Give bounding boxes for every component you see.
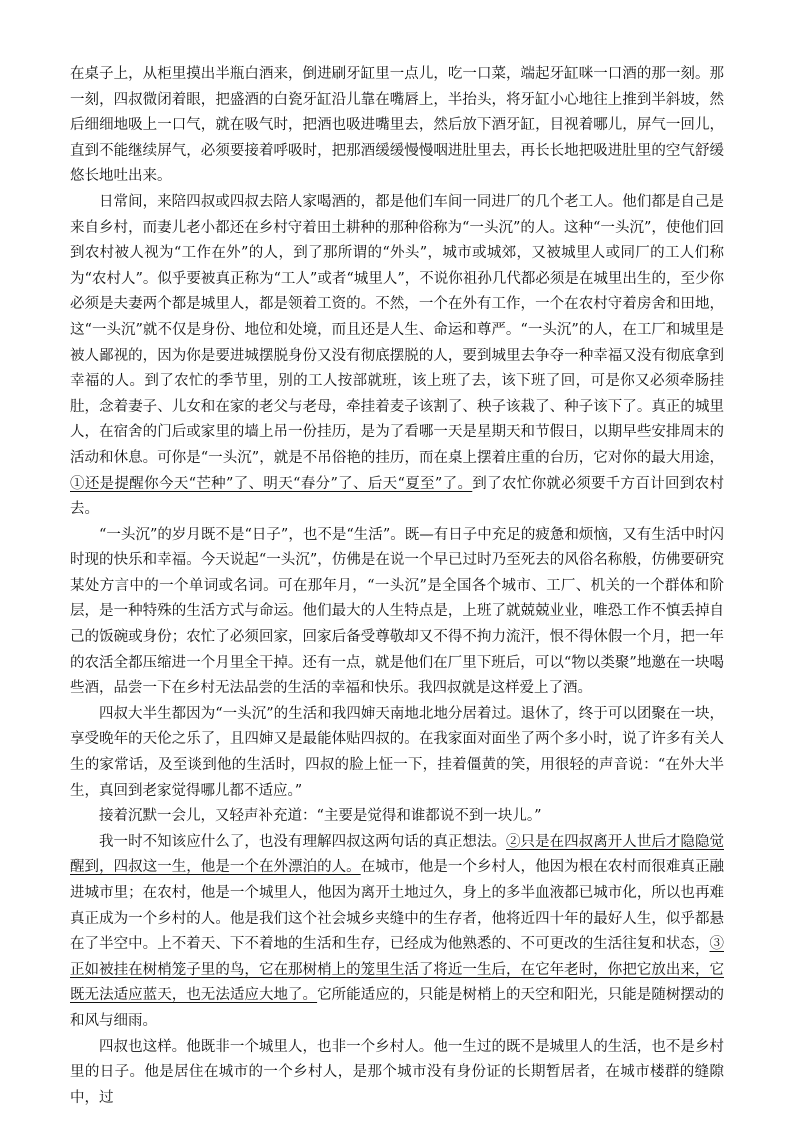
paragraph-3 [70,523,724,702]
paragraph-5 [70,804,724,830]
paragraph-text: 日常间，来陪四叔或四叔去陪人家喝酒的，都是他们车间一同进厂的几个老工人。他们都是自己是来自乡村，而妻儿老小都还在乡村守着田土耕种的那种俗称为“一头沉”的人。这种“一头沉”，使他们回到农村被人视为“工作在外”的人，到了那所谓的“外头”，城市或城郊，又被城里人或同厂的工人们称为“农村人”。似乎要被真正称为“工人”或者“城里人”，不说你祖孙几代都必须是在城里出生的，至少你必须是夫妻两个都是城里人，都是领着工资的。不然，一个在外有工作，一个在农村守着房舍和田地，这“一头沉”就不仅是身份、地位和处境，而且还是人生、命运和尊严。“一头沉”的人，在工厂和城里是被人鄙视的，因为你是要进城摆脱身份又没有彻底摆脱的人，要到城里去争夺一种幸福又没有彻底拿到幸福的人。到了农忙的季节里，别的工人按部就班，该上班了去，该下班了回，可是你又必须牵肠挂肚，念着妻子、儿女和在家的老父与老母，牵挂着麦子该割了、秧子该栽了、种子该下了。真正的城里人，在宿舍的门后或家里的墙上吊一份挂历，是为了看哪一天是星期天和节假日，以期早些安排周末的活动和休息。可你是“一头沉”，就是不吊俗艳的挂历，而在桌上摆着庄重的台历，它对你的最大用途， [70,193,724,466]
underlined-sentence-2: ②只是在四叔离开人世后才隐隐觉醒到，四叔这一生，他是一个在外漂泊的人。 [70,833,724,876]
paragraph-text: 四叔也这样。他既非一个城里人，也非一个乡村人。他一生过的既不是城里人的生活，也不是乡村里的日子。他是居住在城市的一个乡村人，是那个城市没有身份证的长期暂居者，在城市楼群的缝隙中，过 [70,1038,724,1106]
paragraph-text: 接着沉默一会儿，又轻声补充道：“主要是觉得和谁都说不到一块儿。” [99,808,542,825]
paragraph-4 [70,702,724,804]
underlined-sentence-1: ①还是提醒你今天“芒种”了、明天“春分”了、后天“夏至”了。 [70,475,473,492]
paragraph-text: 我一时不知该应什么了，也没有理解四叔这两句话的真正想法。 [99,833,506,850]
paragraph-text: 它所能适应的，只能是树梢上的天空和阳光，只能是随树摆动的和风与细雨。 [70,987,724,1029]
paragraph-text: 到了农忙你就必须要千方百计回到农村去。 [70,475,725,518]
paragraph-6 [70,830,724,1035]
paragraph-2 [70,190,724,523]
paragraph-text: “一头沉”的岁月既不是“日子”，也不是“生活”。既—有日子中充足的疲惫和烦恼，又有生活中时闪时现的快乐和幸福。今天说起“一头沉”，仿佛是在说一个早已过时乃至死去的风俗名称般，仿佛要研究某处方言中的一个单词或名词。可在那年月，“一头沉”是全国各个城市、工厂、机关的一个群体和阶层，是一种特殊的生活方式与命运。他们最大的人生特点是，上班了就兢兢业业，唯恐工作不慎丢掉自己的饭碗或身份；农忙了必须回家，回家后备受尊敬却又不得不拘力流汗，恨不得休假一个月，把一年的农活全都压缩进一个月里全干掉。还有一点，就是他们在厂里下班后，可以“物以类聚”地邀在一块喝些酒，品尝一下在乡村无法品尝的生活的幸福和快乐。我四叔就是这样爱上了酒。 [70,526,724,697]
document-page [70,62,724,1111]
paragraph-text: 四叔大半生都因为“一头沉”的生活和我四婶天南地北地分居着过。退休了，终于可以团聚在一块，享受晚年的天伦之乐了，且四婶又是最能体贴四叔的。在我家面对面坐了两个多小时，说了许多有关人生的家常话，及至谈到他的生活时，四叔的脸上怔一下，挂着僵黄的笑，用很轻的声音说：“在外大半生，真回到老家觉得哪儿都不适应。” [70,705,724,799]
paragraph-text: 在城市，他是一个乡村人，他因为根在农村而很难真正融进城市里；在农村，他是一个城里人，他因为离开土地过久，身上的多半血液都已城市化，所以也再难真正成为一个乡村的人。他是我们这个社会城乡夹缝中的生存者，他将近四十年的最好人生，似乎都悬在了半空中。上不着天、下不着地的生活和生存，已经成为他熟悉的、不可更改的生活往复和状态， [70,859,725,953]
underlined-sentence-3: ③正如被挂在树梢笼子里的鸟，它在那树梢上的笼里生活了将近一生后，在它年老时，你把它放出来，它既无法适应蓝天，也无法适应大地了。 [70,936,724,1004]
paragraph-1 [70,62,724,190]
paragraph-7 [70,1035,724,1112]
paragraph-text: 在桌子上，从柜里摸出半瓶白酒来，倒进刷牙缸里一点儿，吃一口菜，端起牙缸咪一口酒的那一刻。那一刻，四叔微闭着眼，把盛酒的白瓷牙缸沿儿靠在嘴唇上，半抬头，将牙缸小心地往上推到半斜坡，然后细细地吸上一口气，就在吸气时，把酒也吸进嘴里去，然后放下酒牙缸，目视着哪儿，屏气一回儿，直到不能继续屏气，必须要接着呼吸时，把那酒缓缓慢慢咽进肚里去，再长长地把吸进肚里的空气舒缓悠长地吐出来。 [70,66,724,185]
